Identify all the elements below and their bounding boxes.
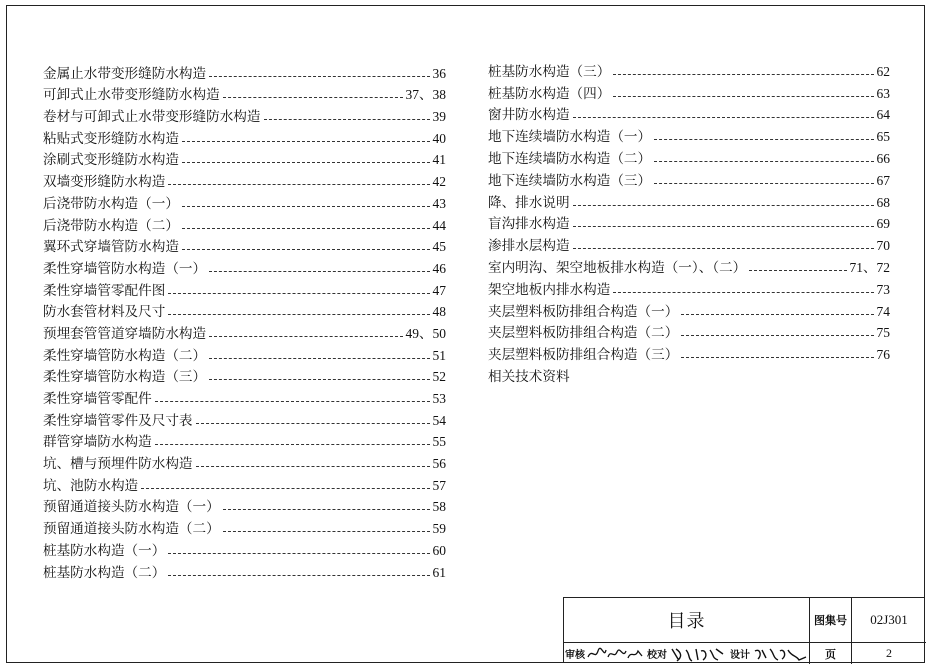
toc-entry — [43, 494, 446, 516]
toc-entry — [43, 82, 446, 104]
toc-entry — [43, 125, 446, 147]
toc-entry-page: 75 — [876, 325, 890, 341]
toc-leader-dots — [654, 139, 873, 140]
toc-entry — [43, 190, 446, 212]
toc-leader-dots — [168, 314, 429, 315]
toc-leader-dots — [613, 96, 873, 97]
toc-entry — [488, 167, 890, 189]
toc-entry-title: 预留通道接头防水构造（二） — [43, 521, 220, 538]
toc-entry-title: 地下连续墙防水构造（三） — [488, 172, 652, 189]
toc-entry-title: 粘贴式变形缝防水构造 — [43, 130, 179, 147]
toc-leader-dots — [654, 161, 873, 162]
toc-entry — [43, 472, 446, 494]
toc-entry — [488, 102, 890, 124]
toc-entry-page: 74 — [876, 303, 890, 319]
toc-entry-page: 51 — [432, 347, 446, 363]
toc-entry — [488, 211, 890, 233]
toc-leader-dots — [182, 228, 430, 229]
toc-entry-title: 盲沟排水构造 — [488, 216, 570, 233]
toc-entry-title: 坑、槽与预埋件防水构造 — [43, 456, 193, 473]
toc-entry-page: 57 — [432, 477, 446, 493]
toc-entry — [43, 168, 446, 190]
toc-entry — [43, 364, 446, 386]
toc-entry — [43, 320, 446, 342]
toc-entry — [43, 234, 446, 256]
toc-entry-page: 71、72 — [849, 259, 890, 275]
toc-leader-dots — [141, 488, 429, 489]
toc-leader-dots — [613, 292, 873, 293]
toc-entry-page: 55 — [432, 434, 446, 450]
title-block — [563, 597, 925, 663]
toc-entry-title: 窗井防水构造 — [488, 107, 570, 124]
toc-leader-dots — [168, 575, 429, 576]
toc-entry-title: 柔性穿墙管零件及尺寸表 — [43, 412, 193, 429]
toc-leader-dots — [209, 379, 429, 380]
reviewer-signature — [586, 643, 646, 664]
toc-entry-title: 夹层塑料板防排组合构造（一） — [488, 303, 679, 320]
toc-leader-dots — [182, 206, 430, 207]
toc-leader-dots — [681, 357, 873, 358]
page-number: 2 — [851, 643, 926, 664]
toc-entry-page: 36 — [432, 65, 446, 81]
toc-entry — [43, 299, 446, 321]
toc-entry-page: 62 — [876, 63, 890, 79]
toc-entry-title: 防水套管材料及尺寸 — [43, 304, 166, 321]
toc-entry-page: 58 — [432, 499, 446, 515]
toc-entry-page: 40 — [432, 130, 446, 146]
toc-entry — [43, 103, 446, 125]
toc-entry-title: 预埋套管管道穿墙防水构造 — [43, 325, 207, 342]
toc-entry-title: 坑、池防水构造 — [43, 477, 139, 494]
toc-leader-dots — [223, 509, 430, 510]
toc-entry — [488, 80, 890, 102]
atlas-number-label: 图集号 — [809, 598, 851, 642]
toc-leader-dots — [209, 76, 429, 77]
toc-leader-dots — [168, 184, 429, 185]
toc-entry-title: 卷材与可卸式止水带变形缝防水构造 — [43, 109, 261, 126]
toc-entry-page: 73 — [876, 281, 890, 297]
toc-leader-dots — [155, 401, 430, 402]
design-label: 设计 — [730, 650, 750, 661]
toc-entry-page: 42 — [432, 174, 446, 190]
toc-entry-page: 45 — [432, 239, 446, 255]
toc-entry-page: 46 — [432, 260, 446, 276]
check-label: 校对 — [647, 650, 667, 661]
toc-entry-page: 56 — [432, 456, 446, 472]
toc-leader-dots — [573, 117, 874, 118]
toc-entry-page: 67 — [876, 172, 890, 188]
toc-leader-dots — [182, 141, 430, 142]
toc-leader-dots — [182, 249, 430, 250]
toc-leader-dots — [168, 293, 429, 294]
toc-entry-page: 70 — [876, 238, 890, 254]
toc-leader-dots — [654, 183, 873, 184]
toc-entry — [488, 298, 890, 320]
toc-entry — [488, 232, 890, 254]
toc-entry — [488, 320, 890, 342]
toc-leader-dots — [223, 97, 403, 98]
toc-entry-page: 44 — [432, 217, 446, 233]
toc-leader-dots — [613, 74, 873, 75]
toc-leader-dots — [573, 205, 874, 206]
toc-entry — [488, 276, 890, 298]
page-label: 页 — [809, 643, 851, 664]
toc-entry — [43, 212, 446, 234]
toc-entry — [43, 385, 446, 407]
designer-signature — [752, 643, 809, 664]
toc-entry-page: 53 — [432, 391, 446, 406]
toc-entry-title: 可卸式止水带变形缝防水构造 — [43, 87, 220, 104]
toc-entry-page: 69 — [876, 216, 890, 232]
toc-entry-page: 48 — [432, 304, 446, 320]
toc-entry — [488, 58, 890, 80]
toc-entry-title: 柔性穿墙管防水构造（三） — [43, 369, 207, 386]
toc-entry-page: 37、38 — [405, 87, 446, 103]
toc-entry-page: 47 — [432, 282, 446, 298]
toc-entry-page: 39 — [432, 109, 446, 125]
sheet-title: 目录 — [667, 611, 706, 632]
toc-entry — [488, 123, 890, 145]
toc-entry-title: 桩基防水构造（三） — [488, 63, 611, 80]
toc-entry-title: 预留通道接头防水构造（一） — [43, 499, 220, 516]
toc-entry-title: 降、排水说明 — [488, 194, 570, 211]
toc-leader-dots — [573, 248, 874, 249]
toc-entry-page: 63 — [876, 85, 890, 101]
toc-entry — [43, 407, 446, 429]
toc-entry — [43, 277, 446, 299]
toc-entry — [43, 515, 446, 537]
toc-entry — [43, 537, 446, 559]
toc-leader-dots — [749, 270, 846, 271]
toc-entry — [488, 189, 890, 211]
toc-leader-dots — [264, 119, 430, 120]
toc-entry-page: 60 — [432, 542, 446, 558]
atlas-number: 02J301 — [851, 598, 926, 642]
toc-entry — [43, 147, 446, 169]
toc-entry-title: 室内明沟、架空地板排水构造（一）、（二） — [488, 259, 747, 276]
toc-entry — [43, 342, 446, 364]
toc-leader-dots — [196, 423, 430, 424]
toc-entry-page: 52 — [432, 369, 446, 385]
toc-entry-title: 双墙变形缝防水构造 — [43, 174, 166, 191]
toc-entry-title: 渗排水层构造 — [488, 238, 570, 255]
toc-entry-title: 翼环式穿墙管防水构造 — [43, 239, 179, 256]
toc-leader-dots — [209, 358, 429, 359]
toc-entry-page: 54 — [432, 412, 446, 428]
checker-signature — [668, 643, 728, 664]
toc-entry-page: 64 — [876, 107, 890, 123]
toc-right-column — [488, 58, 890, 385]
toc-entry-title: 夹层塑料板防排组合构造（三） — [488, 347, 679, 364]
toc-entry-title: 桩基防水构造（四） — [488, 85, 611, 102]
toc-leader-dots — [209, 336, 402, 337]
toc-entry-title: 夹层塑料板防排组合构造（二） — [488, 325, 679, 342]
toc-leader-dots — [223, 531, 430, 532]
toc-leader-dots — [182, 162, 430, 163]
toc-leader-dots — [196, 466, 430, 467]
review-label: 审核 — [565, 650, 585, 661]
toc-entry-title: 柔性穿墙管防水构造（一） — [43, 260, 207, 277]
toc-entry — [488, 254, 890, 276]
toc-entry — [43, 60, 446, 82]
toc-entry-page: 65 — [876, 129, 890, 145]
toc-entry-title: 架空地板内排水构造 — [488, 281, 611, 298]
toc-entry — [488, 341, 890, 363]
toc-entry-page: 66 — [876, 150, 890, 166]
toc-entry-title: 金属止水带变形缝防水构造 — [43, 65, 207, 82]
toc-entry-title: 桩基防水构造（一） — [43, 542, 166, 559]
toc-leader-dots — [209, 271, 429, 272]
toc-entry-page: 49、50 — [405, 325, 446, 341]
toc-entry-title: 地下连续墙防水构造（一） — [488, 129, 652, 146]
toc-entry-page: 41 — [432, 152, 446, 168]
toc-entry — [43, 559, 446, 581]
toc-entry-page: 68 — [876, 194, 890, 210]
toc-entry-title: 柔性穿墙管防水构造（二） — [43, 347, 207, 364]
toc-entry-title: 后浇带防水构造（二） — [43, 217, 179, 234]
toc-entry — [43, 450, 446, 472]
toc-entry-page: 61 — [432, 564, 446, 580]
toc-leader-dots — [573, 226, 874, 227]
toc-entry — [43, 429, 446, 451]
toc-entry — [488, 145, 890, 167]
toc-entry-title: 柔性穿墙管零配件图 — [43, 282, 166, 299]
toc-left-column — [43, 60, 446, 581]
toc-leader-dots — [681, 335, 873, 336]
toc-entry-title: 地下连续墙防水构造（二） — [488, 150, 652, 167]
toc-entry-page: 59 — [432, 521, 446, 537]
toc-entry-title: 桩基防水构造（二） — [43, 564, 166, 581]
toc-leader-dots — [681, 314, 873, 315]
toc-entry-title: 后浇带防水构造（一） — [43, 195, 179, 212]
toc-entry — [43, 255, 446, 277]
toc-entry-title: 涂刷式变形缝防水构造 — [43, 152, 179, 169]
toc-entry-title: 群管穿墙防水构造 — [43, 434, 152, 451]
toc-entry-page: 76 — [876, 347, 890, 363]
toc-entry-page: 43 — [432, 195, 446, 211]
toc-leader-dots — [155, 444, 430, 445]
toc-entry-title: 柔性穿墙管零配件 — [43, 391, 152, 407]
toc-entry-title: 相关技术资料 — [488, 368, 570, 385]
toc-leader-dots — [168, 553, 429, 554]
toc-entry — [488, 363, 890, 385]
